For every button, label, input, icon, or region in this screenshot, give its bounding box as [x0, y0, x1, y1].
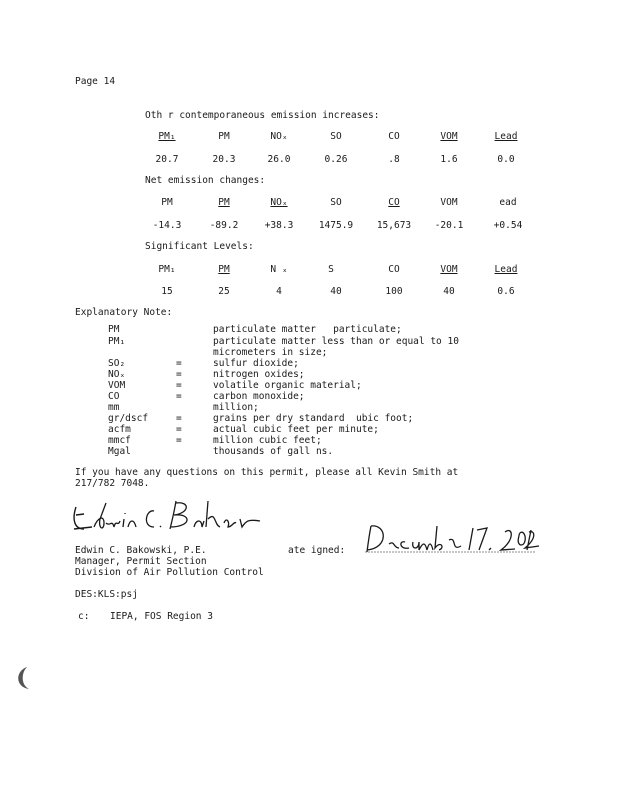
contact-line-2: 217/782 7048. [75, 478, 150, 489]
net-changes-header: PM [218, 197, 230, 208]
signer-title: Manager, Permit Section [75, 556, 207, 567]
contemporaneous-value: 20.7 [155, 154, 179, 165]
typist-initials: DES:KLS:psj [75, 589, 138, 600]
contemporaneous-header: Lead [494, 131, 518, 142]
net-changes-header: PM [161, 197, 173, 208]
net-changes-value: -89.2 [209, 220, 239, 231]
net-changes-header: ead [499, 197, 517, 208]
handwritten-date [365, 522, 540, 557]
note-row: mm million; [108, 402, 259, 413]
net-changes-value: -20.1 [434, 220, 464, 231]
note-row: PM₁ particulate matter less than or equal to 10 [108, 336, 459, 347]
date-signed-label: ate igned: [288, 545, 346, 556]
significant-value: 100 [385, 286, 403, 297]
note-row: PM particulate matter particulate; [108, 324, 402, 335]
contemporaneous-header: SO [330, 131, 342, 142]
handwritten-signature [70, 497, 270, 540]
date-drawing [365, 522, 540, 554]
note-row: Mgal thousands of gall ns. [108, 446, 334, 457]
cc-recipient: IEPA, FOS Region 3 [110, 611, 213, 622]
net-changes-value: -14.3 [152, 220, 182, 231]
contemporaneous-value: 20.3 [212, 154, 236, 165]
note-row: NOₓ = nitrogen oxides; [108, 369, 305, 380]
significant-header: Lead [494, 264, 518, 275]
contemporaneous-header: NOₓ [270, 131, 288, 142]
net-changes-header: VOM [440, 197, 458, 208]
note-row: micrometers in size; [213, 347, 328, 358]
net-changes-heading: Net emission changes: [145, 175, 266, 186]
contemporaneous-value: 0.26 [324, 154, 348, 165]
net-changes-header: SO [330, 197, 342, 208]
signer-name: Edwin C. Bakowski, P.E. [75, 545, 207, 556]
contemporaneous-header: PM₁ [158, 131, 176, 142]
notes-heading: Explanatory Note: [75, 307, 173, 318]
significant-value: 0.6 [497, 286, 515, 297]
scan-artifact-crescent [13, 665, 35, 694]
significant-header: S [328, 264, 334, 275]
contemporaneous-heading: Oth r contemporaneous emission increases: [145, 110, 380, 121]
contemporaneous-value: .8 [388, 154, 400, 165]
net-changes-value: 1475.9 [318, 220, 354, 231]
net-changes-value: +38.3 [264, 220, 294, 231]
signer-division: Division of Air Pollution Control [75, 567, 264, 578]
net-changes-header: NOₓ [270, 197, 288, 208]
contemporaneous-header: CO [388, 131, 400, 142]
contemporaneous-header: PM [218, 131, 230, 142]
contemporaneous-value: 0.0 [497, 154, 515, 165]
note-row: mmcf = million cubic feet; [108, 435, 322, 446]
significant-header: N ₓ [270, 264, 288, 275]
net-changes-header: CO [388, 197, 400, 208]
significant-header: PM [218, 264, 230, 275]
note-row: gr/dscf = grains per dry standard ubic foot; [108, 413, 414, 424]
significant-value: 4 [276, 286, 282, 297]
net-changes-value: 15,673 [376, 220, 412, 231]
contact-line-1: If you have any questions on this permit, please all Kevin Smith at [75, 467, 459, 478]
page-label: Page 14 [75, 76, 116, 87]
significant-value: 40 [330, 286, 342, 297]
contemporaneous-header: VOM [440, 131, 458, 142]
cc-label: c: [78, 611, 90, 622]
significant-value: 25 [218, 286, 230, 297]
note-row: VOM = volatile organic material; [108, 380, 362, 391]
significant-header: PM₁ [158, 264, 176, 275]
significant-value: 40 [443, 286, 455, 297]
note-row: SO₂ = sulfur dioxide; [108, 358, 299, 369]
net-changes-value: +0.54 [493, 220, 523, 231]
note-row: acfm = actual cubic feet per minute; [108, 424, 379, 435]
contemporaneous-value: 26.0 [267, 154, 291, 165]
signature-drawing [70, 497, 270, 537]
significant-heading: Significant Levels: [145, 241, 254, 252]
significant-value: 15 [161, 286, 173, 297]
significant-header: VOM [440, 264, 458, 275]
significant-header: CO [388, 264, 400, 275]
note-row: CO = carbon monoxide; [108, 391, 305, 402]
contemporaneous-value: 1.6 [440, 154, 458, 165]
